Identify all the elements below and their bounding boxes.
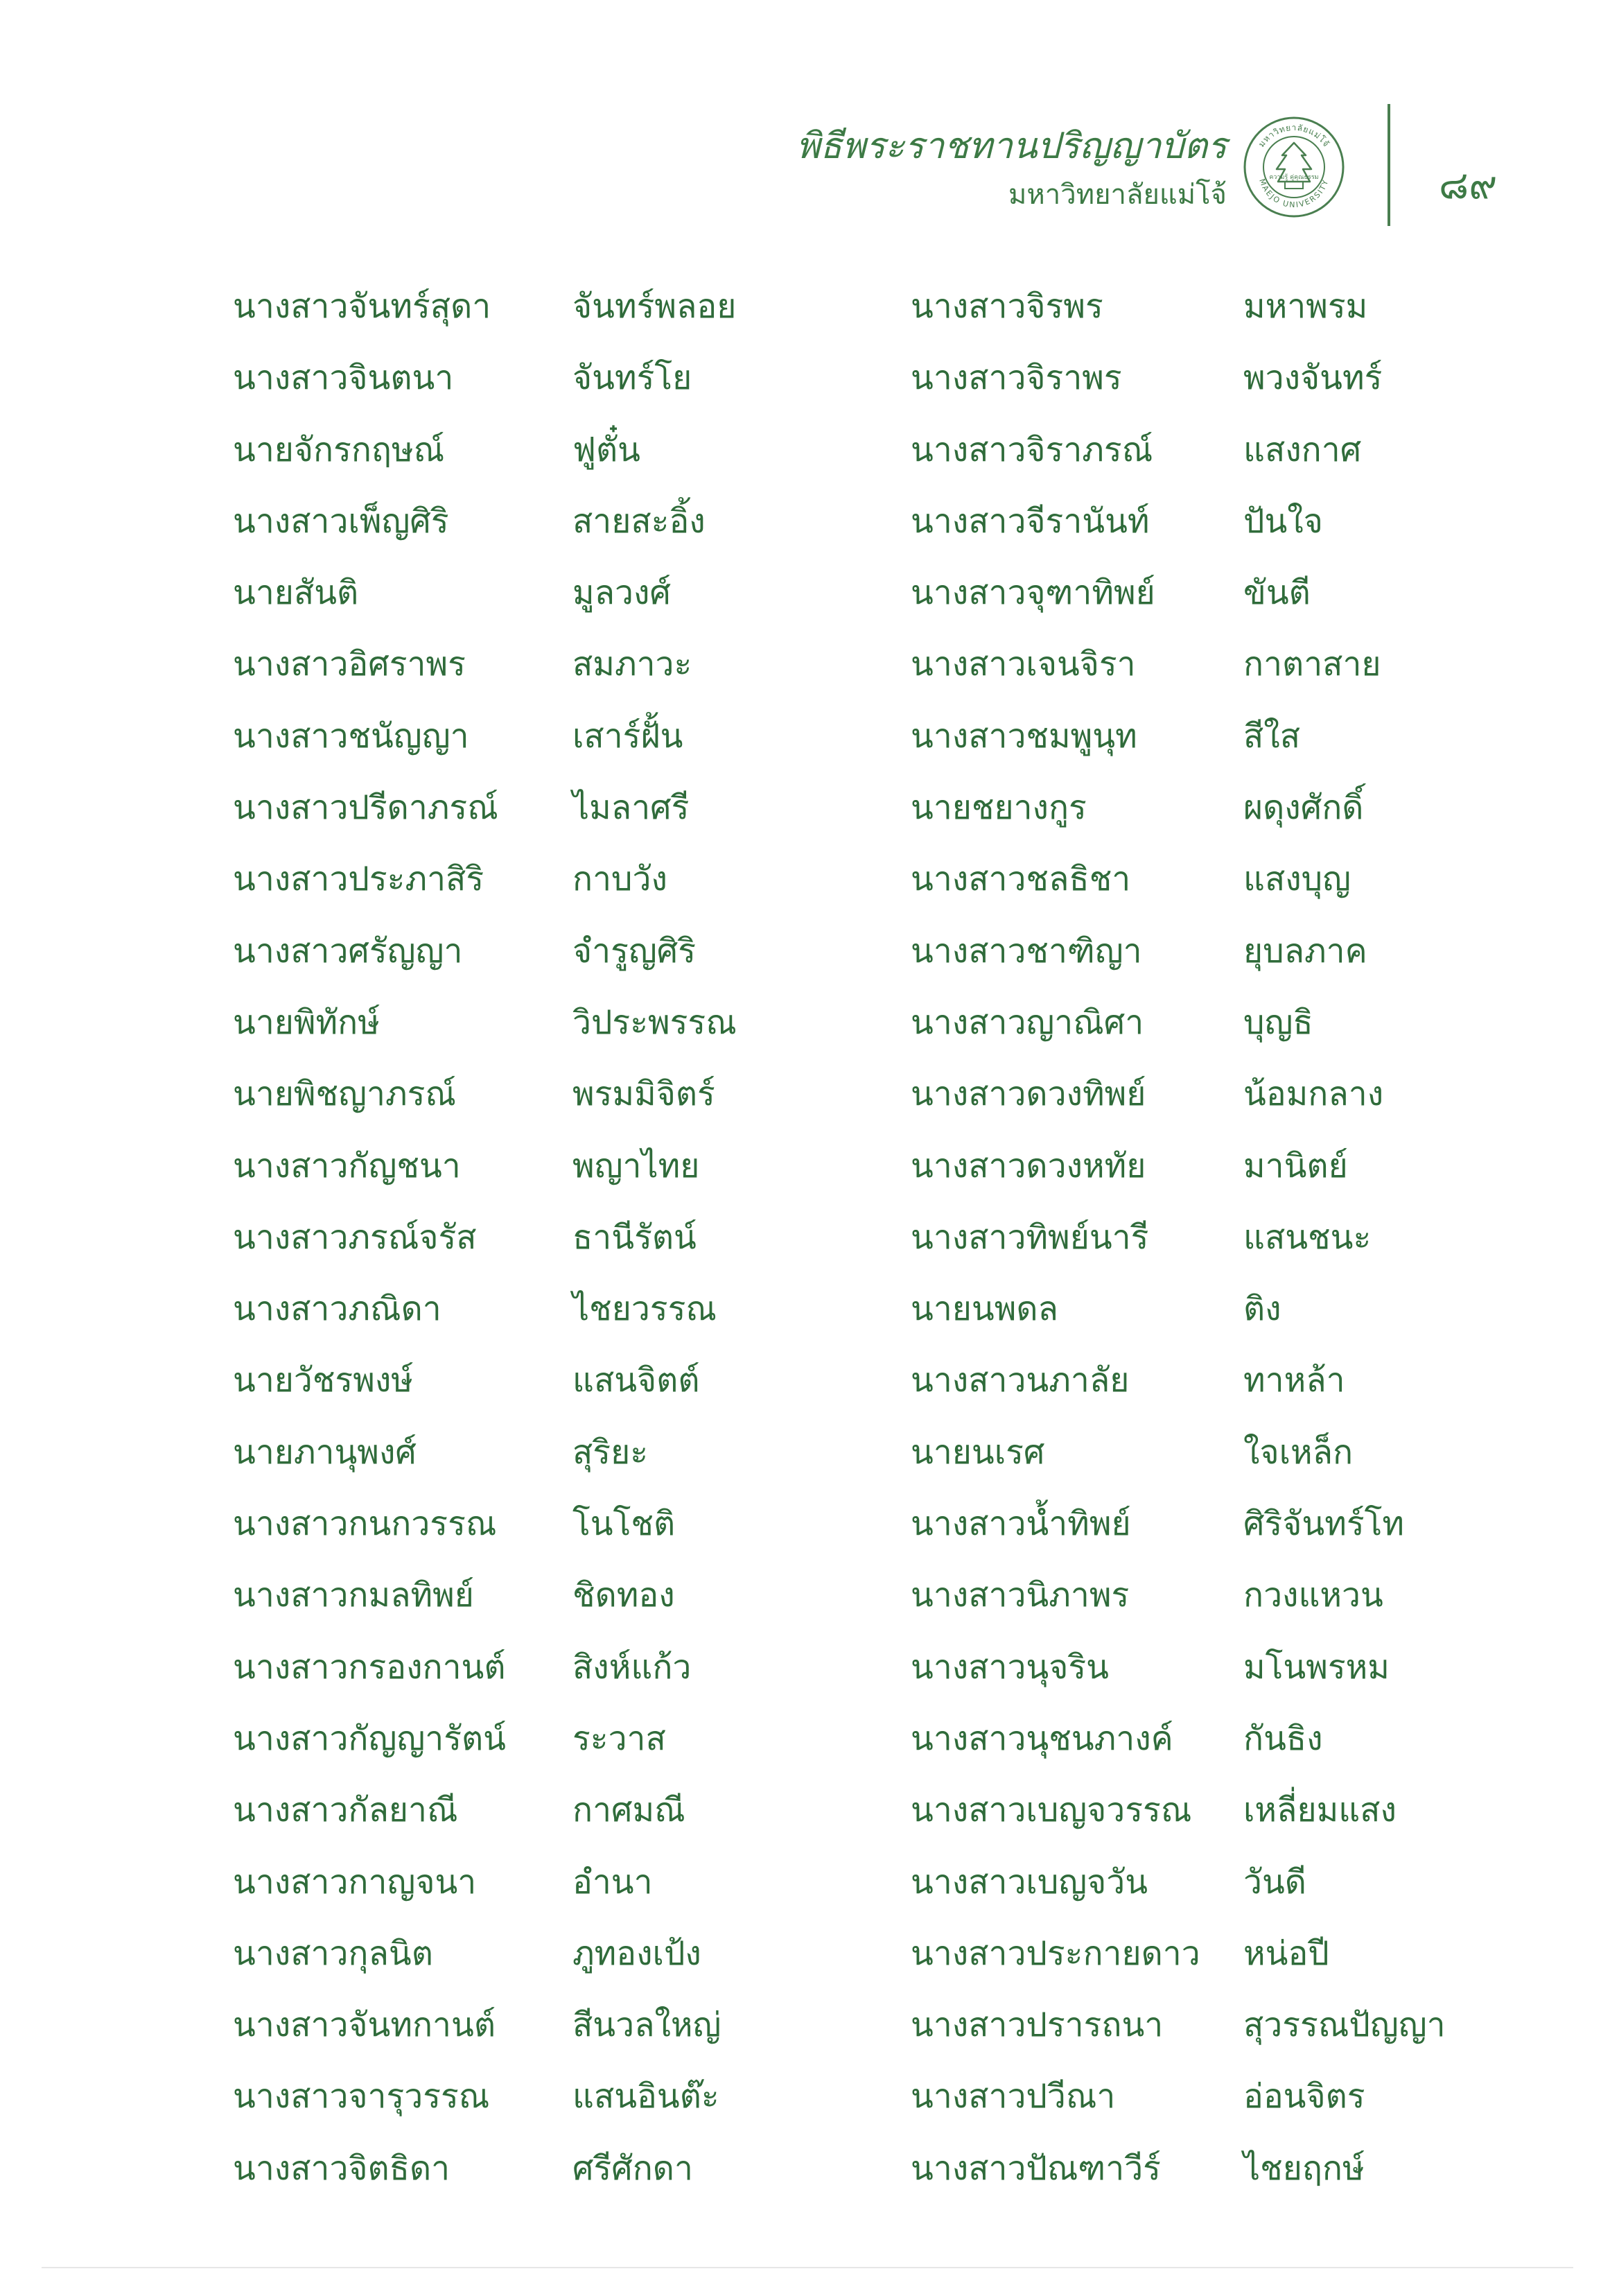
right-family-name: วันดี: [1243, 1862, 1306, 1902]
page-header: [0, 0, 1619, 250]
left-given-name: นางสาวจันทร์สุดา: [233, 287, 491, 326]
left-family-name: สุริยะ: [572, 1432, 648, 1472]
left-family-name: ภูทองเป้ง: [572, 1933, 701, 1973]
table-row: [0, 488, 1619, 559]
table-row: [0, 1920, 1619, 1992]
right-family-name: พวงจันทร์: [1243, 358, 1383, 398]
left-family-name: วิประพรรณ: [572, 1002, 737, 1042]
left-given-name: นางสาวศรัญญา: [233, 931, 463, 971]
svg-text:MAEJO UNIVERSITY: MAEJO UNIVERSITY: [1257, 177, 1331, 210]
left-family-name: แสนอินต๊ะ: [572, 2077, 719, 2116]
left-family-name: ธานีรัตน์: [572, 1217, 697, 1257]
table-row: [0, 1419, 1619, 1490]
left-family-name: มูลวงศ์: [572, 573, 671, 613]
left-family-name: สีนวลใหญ่: [572, 2006, 721, 2045]
right-given-name: นางสาวจิรพร: [911, 287, 1103, 326]
right-family-name: ทาหล้า: [1243, 1361, 1345, 1400]
right-family-name: ศิริจันทร์โท: [1243, 1504, 1405, 1544]
table-row: [0, 1490, 1619, 1562]
right-family-name: ติง: [1243, 1289, 1281, 1329]
right-family-name: หน่อปี: [1243, 1933, 1329, 1973]
table-row: [0, 774, 1619, 846]
right-family-name: มโนพรหม: [1243, 1647, 1390, 1687]
table-row: [0, 1777, 1619, 1848]
left-given-name: นางสาวกัญชนา: [233, 1146, 461, 1185]
left-given-name: นางสาวจินตนา: [233, 358, 454, 398]
left-given-name: นางสาวเพ็ญศิริ: [233, 501, 449, 541]
right-given-name: นางสาวดวงทิพย์: [911, 1075, 1146, 1114]
left-given-name: นางสาวจิตธิดา: [233, 2148, 450, 2188]
table-row: [0, 273, 1619, 345]
left-given-name: นางสาวกรองกานต์: [233, 1647, 506, 1687]
university-name: มหาวิทยาลัยแม่โจ้: [1008, 179, 1227, 211]
bottom-border: [42, 2267, 1573, 2268]
table-row: [0, 918, 1619, 989]
right-family-name: แสงบุญ: [1243, 860, 1351, 899]
right-given-name: นางสาวชมพูนุท: [911, 716, 1137, 756]
left-family-name: จำรูญศิริ: [572, 931, 697, 971]
left-given-name: นายพิทักษ์: [233, 1002, 380, 1042]
left-given-name: นางสาวกัลยาณี: [233, 1791, 458, 1830]
right-family-name: แสนชนะ: [1243, 1217, 1372, 1257]
table-row: [0, 1562, 1619, 1633]
table-row: [0, 703, 1619, 774]
left-family-name: พรมมิจิตร์: [572, 1075, 715, 1114]
right-family-name: บุญธิ: [1243, 1002, 1313, 1042]
right-family-name: อ่อนจิตร: [1243, 2077, 1365, 2116]
left-given-name: นางสาวชนัญญา: [233, 716, 469, 756]
right-given-name: นางสาวจิราภรณ์: [911, 430, 1153, 469]
left-given-name: นางสาวภณิดา: [233, 1289, 441, 1329]
left-given-name: นางสาวกมลทิพย์: [233, 1576, 474, 1615]
right-given-name: นางสาวดวงหทัย: [911, 1146, 1146, 1185]
left-family-name: กาบวัง: [572, 860, 667, 899]
right-given-name: นางสาวจิราพร: [911, 358, 1122, 398]
right-given-name: นายนพดล: [911, 1289, 1058, 1329]
right-given-name: นางสาวจีรานันท์: [911, 501, 1150, 541]
table-row: [0, 1705, 1619, 1777]
left-family-name: ไชยวรรณ: [572, 1289, 717, 1329]
right-given-name: นางสาวญาณิศา: [911, 1002, 1144, 1042]
right-given-name: นางสาวจุฑาทิพย์: [911, 573, 1155, 613]
left-family-name: กาศมณี: [572, 1791, 685, 1830]
left-given-name: นางสาวอิศราพร: [233, 645, 466, 684]
left-family-name: จันทร์โย: [572, 358, 692, 398]
right-family-name: ผดุงศักดิ์: [1243, 788, 1364, 828]
table-row: [0, 989, 1619, 1061]
left-given-name: นางสาวกนกวรรณ: [233, 1504, 497, 1544]
left-family-name: แสนจิตต์: [572, 1361, 700, 1400]
table-row: [0, 631, 1619, 702]
right-family-name: กันธิง: [1243, 1719, 1323, 1758]
right-given-name: นางสาวปรารถนา: [911, 2006, 1164, 2045]
left-family-name: จันทร์พลอย: [572, 287, 737, 326]
table-row: [0, 1276, 1619, 1347]
right-family-name: สีใส: [1243, 716, 1301, 756]
table-row: [0, 846, 1619, 917]
right-family-name: ปันใจ: [1243, 501, 1323, 541]
table-row: [0, 1634, 1619, 1705]
ceremony-title: พิธีพระราชทานปริญญาบัตร: [796, 125, 1227, 167]
left-given-name: นายพิชญาภรณ์: [233, 1075, 456, 1114]
table-row: [0, 1992, 1619, 2063]
right-given-name: นายชยางกูร: [911, 788, 1087, 828]
left-family-name: สมภาวะ: [572, 645, 692, 684]
table-row: [0, 345, 1619, 416]
table-row: [0, 1347, 1619, 1418]
table-row: [0, 2063, 1619, 2134]
right-given-name: นางสาวนุจริน: [911, 1647, 1109, 1687]
left-given-name: นายวัชรพงษ์: [233, 1361, 413, 1400]
left-given-name: นางสาวจารุวรรณ: [233, 2077, 490, 2116]
left-family-name: เสาร์ฝั้น: [572, 716, 683, 756]
left-family-name: สายสะอิ้ง: [572, 501, 706, 541]
table-row: [0, 417, 1619, 488]
right-family-name: กวงแหวน: [1243, 1576, 1383, 1615]
page-number: ๘๙: [1439, 163, 1498, 208]
right-family-name: ขันตี: [1243, 573, 1311, 613]
svg-text:ความรู้ คู่คุณธรรม: ความรู้ คู่คุณธรรม: [1269, 174, 1319, 181]
right-family-name: มานิตย์: [1243, 1146, 1348, 1185]
maejo-university-seal-icon: [1242, 115, 1346, 219]
right-given-name: นางสาวชาฑิญา: [911, 931, 1142, 971]
left-given-name: นางสาวกุลนิต: [233, 1933, 433, 1973]
table-row: [0, 559, 1619, 631]
right-given-name: นางสาวนิภาพร: [911, 1576, 1130, 1615]
right-given-name: นางสาวเบญจวรรณ: [911, 1791, 1192, 1830]
right-given-name: นางสาวนภาลัย: [911, 1361, 1130, 1400]
right-family-name: สุวรรณปัญญา: [1243, 2006, 1446, 2045]
right-given-name: นางสาวทิพย์นารี: [911, 1217, 1149, 1257]
left-given-name: นายภานุพงศ์: [233, 1432, 417, 1472]
right-family-name: ยุบลภาค: [1243, 931, 1367, 971]
right-given-name: นางสาวปวีณา: [911, 2077, 1116, 2116]
right-given-name: นางสาวประกายดาว: [911, 1933, 1200, 1973]
left-family-name: ชิดทอง: [572, 1576, 675, 1615]
right-given-name: นางสาวเจนจิรา: [911, 645, 1136, 684]
left-given-name: นางสาวจันทกานต์: [233, 2006, 496, 2045]
header-divider: [1388, 104, 1390, 226]
left-family-name: ไมลาศรี: [572, 788, 690, 828]
left-given-name: นางสาวประภาสิริ: [233, 860, 484, 899]
table-row: [0, 1204, 1619, 1276]
right-family-name: เหลี่ยมแสง: [1243, 1791, 1397, 1830]
left-family-name: พญาไทย: [572, 1146, 700, 1185]
graduate-name-list: [0, 273, 1619, 2207]
right-given-name: นางสาวนุชนภางค์: [911, 1719, 1173, 1758]
left-given-name: นางสาวกัญญารัตน์: [233, 1719, 506, 1758]
left-given-name: นายสันติ: [233, 573, 359, 613]
right-given-name: นางสาวชลธิชา: [911, 860, 1131, 899]
right-family-name: ใจเหล็ก: [1243, 1432, 1354, 1472]
left-given-name: นางสาวกาญจนา: [233, 1862, 477, 1902]
left-family-name: ระวาส: [572, 1719, 666, 1758]
left-given-name: นายจักรกฤษณ์: [233, 430, 445, 469]
left-family-name: ศรีศักดา: [572, 2148, 693, 2188]
table-row: [0, 2135, 1619, 2207]
right-given-name: นายนเรศ: [911, 1432, 1045, 1472]
left-family-name: โนโชติ: [572, 1504, 676, 1544]
left-given-name: นางสาวภรณ์จรัส: [233, 1217, 477, 1257]
left-family-name: สิงห์แก้ว: [572, 1647, 692, 1687]
right-given-name: นางสาวน้ำทิพย์: [911, 1504, 1131, 1544]
svg-text:มหาวิทยาลัยแม่โจ้: มหาวิทยาลัยแม่โจ้: [1256, 122, 1332, 149]
table-row: [0, 1133, 1619, 1204]
table-row: [0, 1061, 1619, 1132]
right-family-name: แสงกาศ: [1243, 430, 1362, 469]
table-row: [0, 1849, 1619, 1920]
right-given-name: นางสาวเบญจวัน: [911, 1862, 1148, 1902]
left-given-name: นางสาวปรีดาภรณ์: [233, 788, 498, 828]
left-family-name: ฟูตั๋น: [572, 430, 640, 469]
right-given-name: นางสาวปัณฑาวีร์: [911, 2148, 1161, 2188]
right-family-name: กาตาสาย: [1243, 645, 1381, 684]
right-family-name: น้อมกลาง: [1243, 1075, 1384, 1114]
right-family-name: ไชยฤกษ์: [1243, 2148, 1365, 2188]
left-family-name: อำนา: [572, 1862, 653, 1902]
right-family-name: มหาพรม: [1243, 287, 1368, 326]
